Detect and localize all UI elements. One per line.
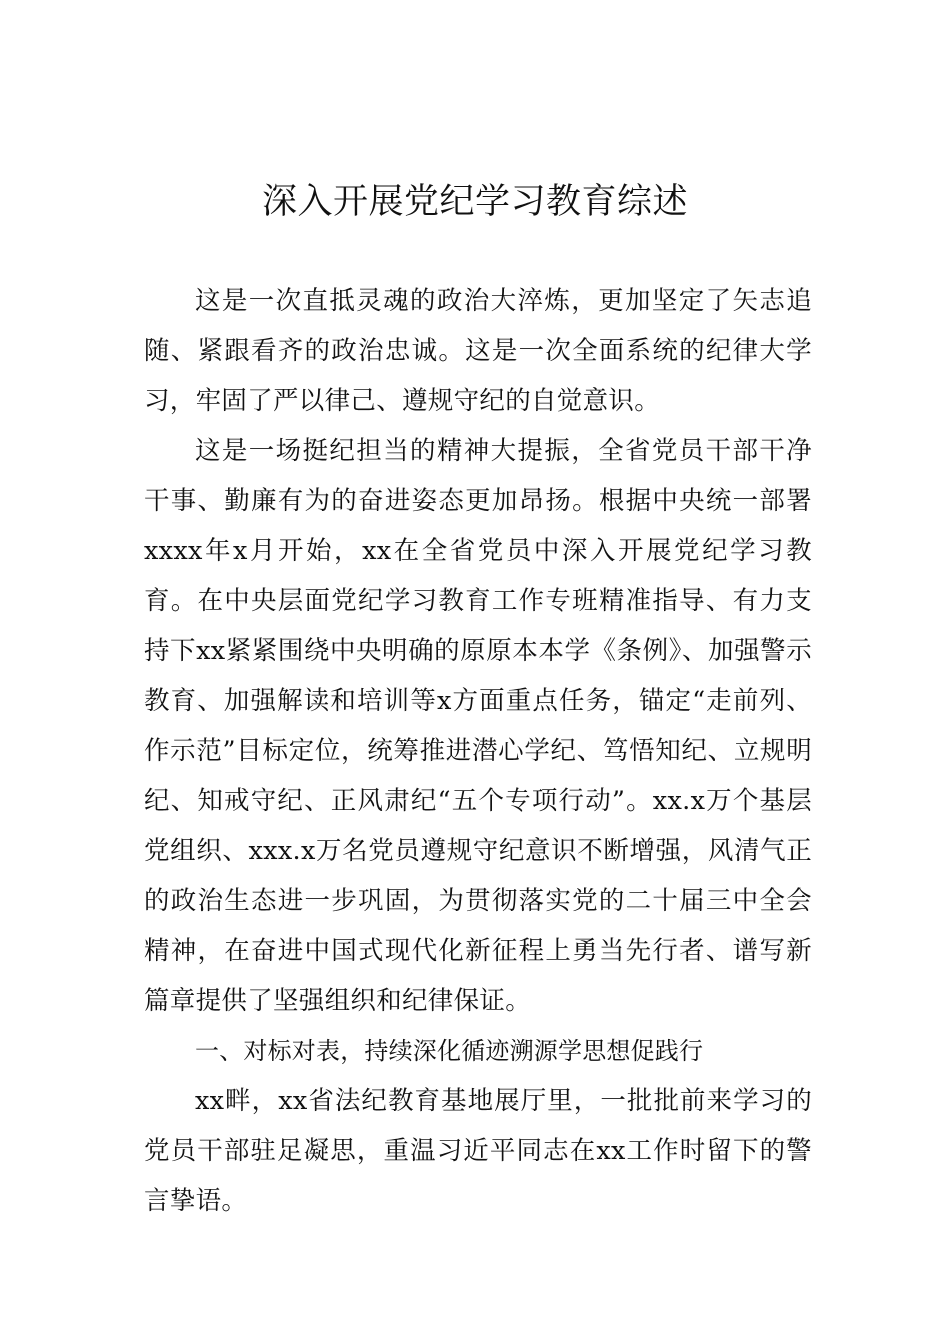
document-title: 深入开展党纪学习教育综述 xyxy=(261,182,688,222)
section-heading: 一、对标对表，持续深化循迹溯源学思想促践行 xyxy=(195,1037,704,1065)
document-body xyxy=(144,276,812,1226)
paragraph-intro: 这是一次直抵灵魂的政治大淬炼，更加坚定了矢志追随、紧跟看齐的政治忠诚。这是一次全面系统的纪律大学习，牢固了严以律己、遵规守纪的自觉意识。 xyxy=(144,286,812,416)
paragraph-summary: 这是一场挺纪担当的精神大提振，全省党员干部干净干事、勤廉有为的奋进姿态更加昂扬。根据中央统一部署xxxx年x月开始，xx在全省党员中深入开展党纪学习教育。在中央层面党纪学习教育工作专班精准指导、有力支持下xx紧紧围绕中央明确的原原本本学《条例》、加强警示教育、加强解读和培训等x方面重点任务，锚定“走前列、作示范”目标定位，统筹推进潜心学纪、笃悟知纪、立规明纪、知戒守纪、正风肃纪“五个专项行动”。xx.x万个基层党组织、xxx.x万名党员遵规守纪意识不断增强，风清气正的政治生态进一步巩固，为贯彻落实党的二十届三中全会精神，在奋进中国式现代化新征程上勇当先行者、谱写新篇章提供了坚强组织和纪律保证。 xyxy=(144,436,812,1016)
section-paragraph: xx畔，xx省法纪教育基地展厅里，一批批前来学习的党员干部驻足凝思，重温习近平同志在xx工作时留下的警言挚语。 xyxy=(144,1086,812,1216)
